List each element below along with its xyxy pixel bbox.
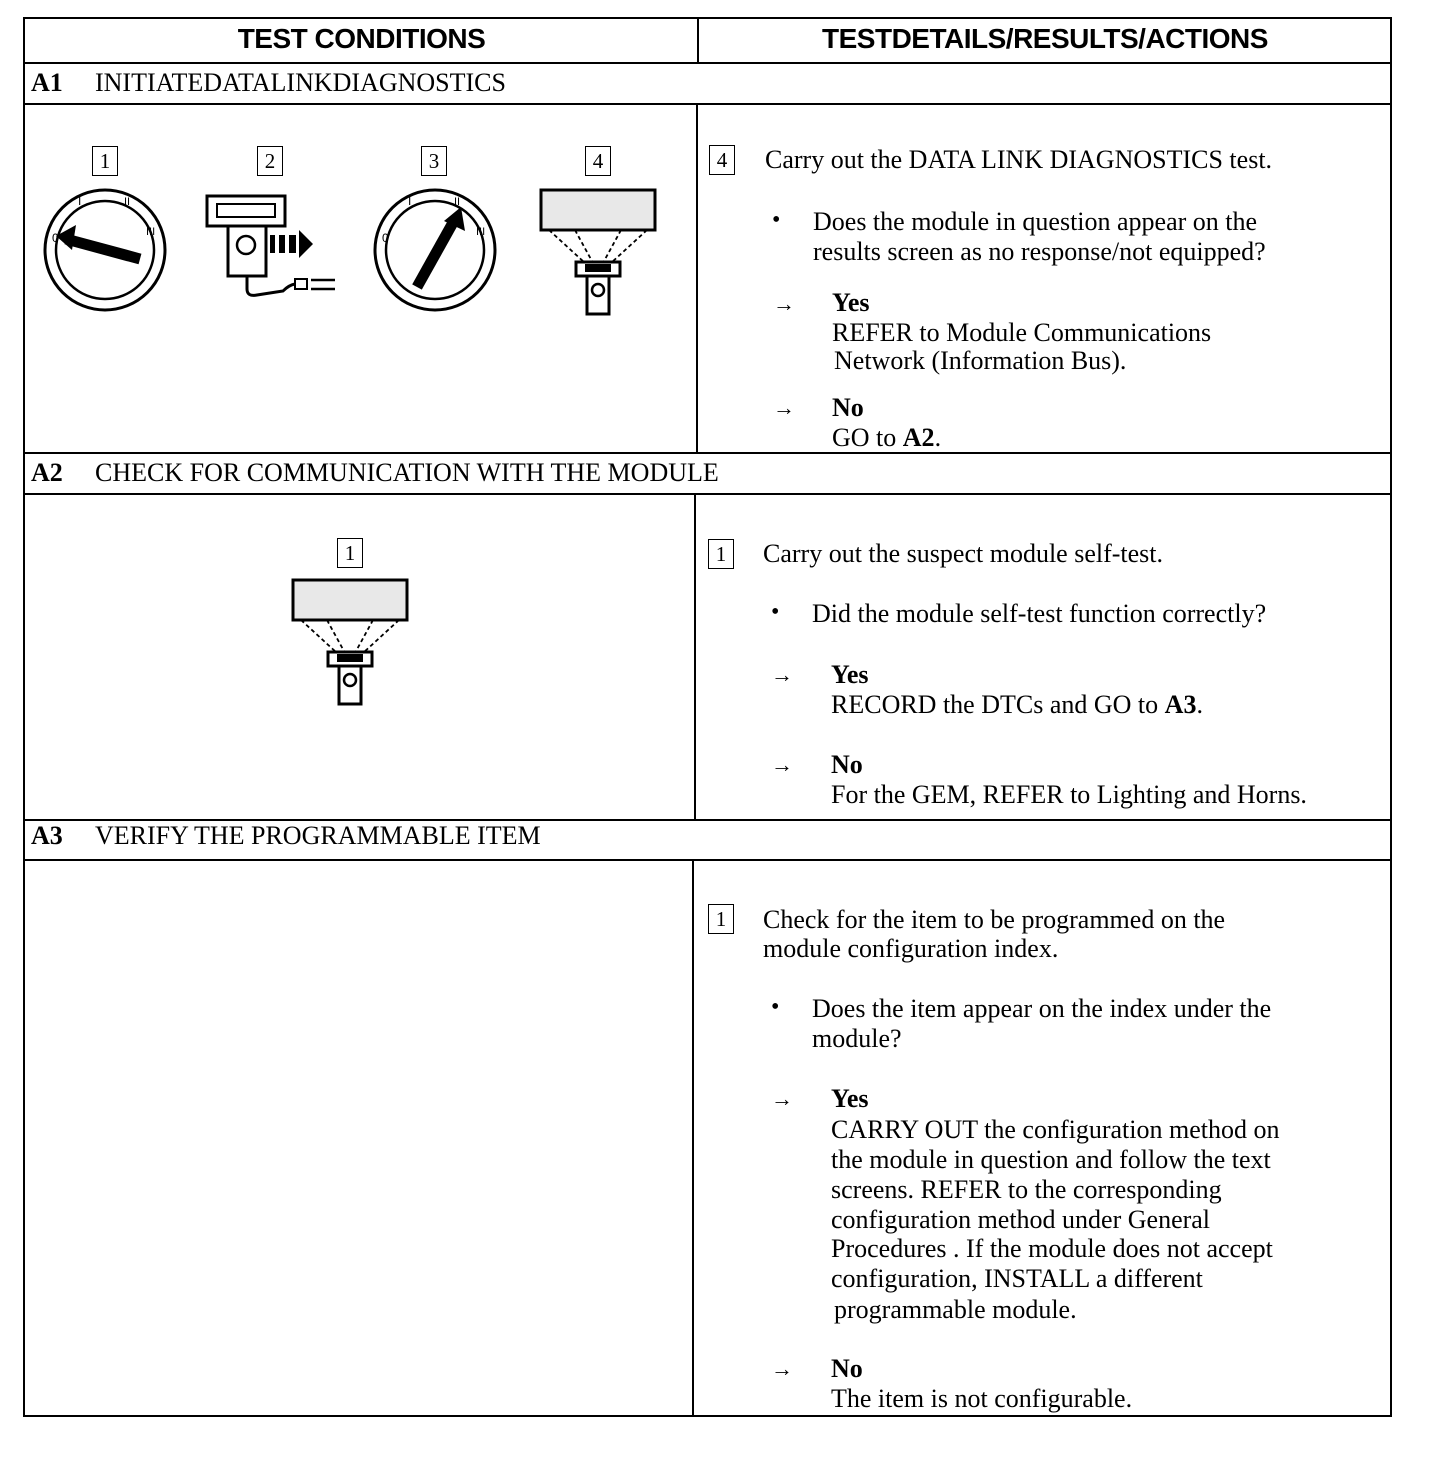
question: results screen as no response/not equipped? <box>813 237 1266 266</box>
section-title: VERIFY THE PROGRAMMABLE ITEM <box>95 821 541 850</box>
yes-action: configuration method under General <box>831 1205 1211 1234</box>
yes-label: Yes <box>831 1084 869 1113</box>
no-action <box>832 423 941 453</box>
illustration-step-box: 1 <box>92 146 118 176</box>
section-header-a2 <box>31 458 719 488</box>
diagnostic-tool-disconnect-icon <box>203 193 338 305</box>
no-action: The item is not configurable. <box>831 1384 1133 1413</box>
result-arrow-icon: → <box>771 752 793 777</box>
bullet: • <box>771 994 780 1020</box>
result-arrow-icon: → <box>771 662 793 687</box>
step-instruction: Carry out the suspect module self-test. <box>763 539 1164 568</box>
no-action-text: GO to <box>832 423 897 452</box>
yes-action: screens. REFER to the corresponding <box>831 1175 1222 1204</box>
ignition-off-icon <box>42 187 168 313</box>
yes-label: Yes <box>832 288 870 317</box>
punctuation: . <box>934 423 942 452</box>
yes-action: Network (Information Bus). <box>834 346 1127 375</box>
result-arrow-icon: → <box>771 1356 793 1381</box>
yes-action: Procedures . If the module does not accept <box>831 1234 1273 1263</box>
illustration-step-box: 3 <box>421 146 447 176</box>
scan-tool-icon <box>287 576 413 708</box>
yes-action: CARRY OUT the configuration method on <box>831 1115 1280 1144</box>
step-reference: A3 <box>1164 690 1197 719</box>
question: module? <box>812 1024 902 1053</box>
divider <box>25 493 1390 495</box>
divider <box>694 493 696 819</box>
divider <box>692 859 694 1415</box>
illustration-step-box: 2 <box>257 146 283 176</box>
divider <box>25 452 1390 454</box>
step-instruction: module configuration index. <box>763 934 1059 963</box>
no-label: No <box>832 393 864 422</box>
punctuation: . <box>1196 690 1203 719</box>
dial-mark: III <box>476 226 486 238</box>
section-id: A1 <box>31 68 63 97</box>
dial-mark: I <box>78 194 82 208</box>
divider <box>696 103 698 452</box>
yes-action: REFER to Module Communications <box>832 318 1212 347</box>
illustration-step-box: 4 <box>585 146 611 176</box>
yes-label: Yes <box>831 660 869 689</box>
column-header-test-details: TESTDETAILS/RESULTS/ACTIONS <box>822 23 1268 54</box>
no-action: For the GEM, REFER to Lighting and Horns. <box>831 780 1307 809</box>
section-title: CHECK FOR COMMUNICATION WITH THE MODULE <box>95 458 719 487</box>
section-header-a1 <box>31 68 506 98</box>
scan-tool-icon <box>535 186 661 318</box>
yes-action: the module in question and follow the text <box>831 1145 1271 1174</box>
no-label: No <box>831 750 863 779</box>
dial-mark: I <box>408 194 412 208</box>
question: Does the item appear on the index under the <box>812 994 1272 1023</box>
step-instruction: Carry out the DATA LINK DIAGNOSTICS test. <box>765 145 1273 174</box>
question: Did the module self-test function correctly? <box>812 599 1267 628</box>
section-title: INITIATEDATALINKDIAGNOSTICS <box>95 68 506 97</box>
dial-mark: III <box>146 226 156 238</box>
ignition-on-icon <box>372 187 498 313</box>
bullet: • <box>771 599 780 625</box>
section-id: A2 <box>31 458 63 487</box>
section-header-a3 <box>31 821 541 851</box>
yes-action-text: RECORD the DTCs and GO to <box>831 690 1159 719</box>
yes-action <box>831 690 1203 720</box>
column-header-test-conditions: TEST CONDITIONS <box>237 23 486 54</box>
step-number-box: 4 <box>709 145 735 175</box>
result-arrow-icon: → <box>773 395 795 420</box>
divider <box>25 62 1390 64</box>
yes-action: programmable module. <box>834 1295 1077 1324</box>
question: Does the module in question appear on the <box>813 207 1258 236</box>
step-number-box: 1 <box>708 539 734 569</box>
step-instruction: Check for the item to be programmed on the <box>763 905 1226 934</box>
dial-mark: II <box>454 196 461 208</box>
dial-mark: II <box>124 196 131 208</box>
illustration-step-box: 1 <box>337 538 363 568</box>
divider <box>25 103 1390 105</box>
dial-mark: 0 <box>382 231 389 245</box>
divider <box>25 859 1390 861</box>
bullet: • <box>772 207 781 233</box>
section-id: A3 <box>31 821 63 850</box>
step-reference: A2 <box>902 423 935 452</box>
dial-mark: 0 <box>52 231 59 245</box>
diagnostic-table <box>23 17 1392 1417</box>
result-arrow-icon: → <box>773 291 795 316</box>
no-label: No <box>831 1354 863 1383</box>
result-arrow-icon: → <box>771 1086 793 1111</box>
yes-action: configuration, INSTALL a different <box>831 1264 1203 1293</box>
divider <box>697 19 699 62</box>
step-number-box: 1 <box>708 904 734 934</box>
